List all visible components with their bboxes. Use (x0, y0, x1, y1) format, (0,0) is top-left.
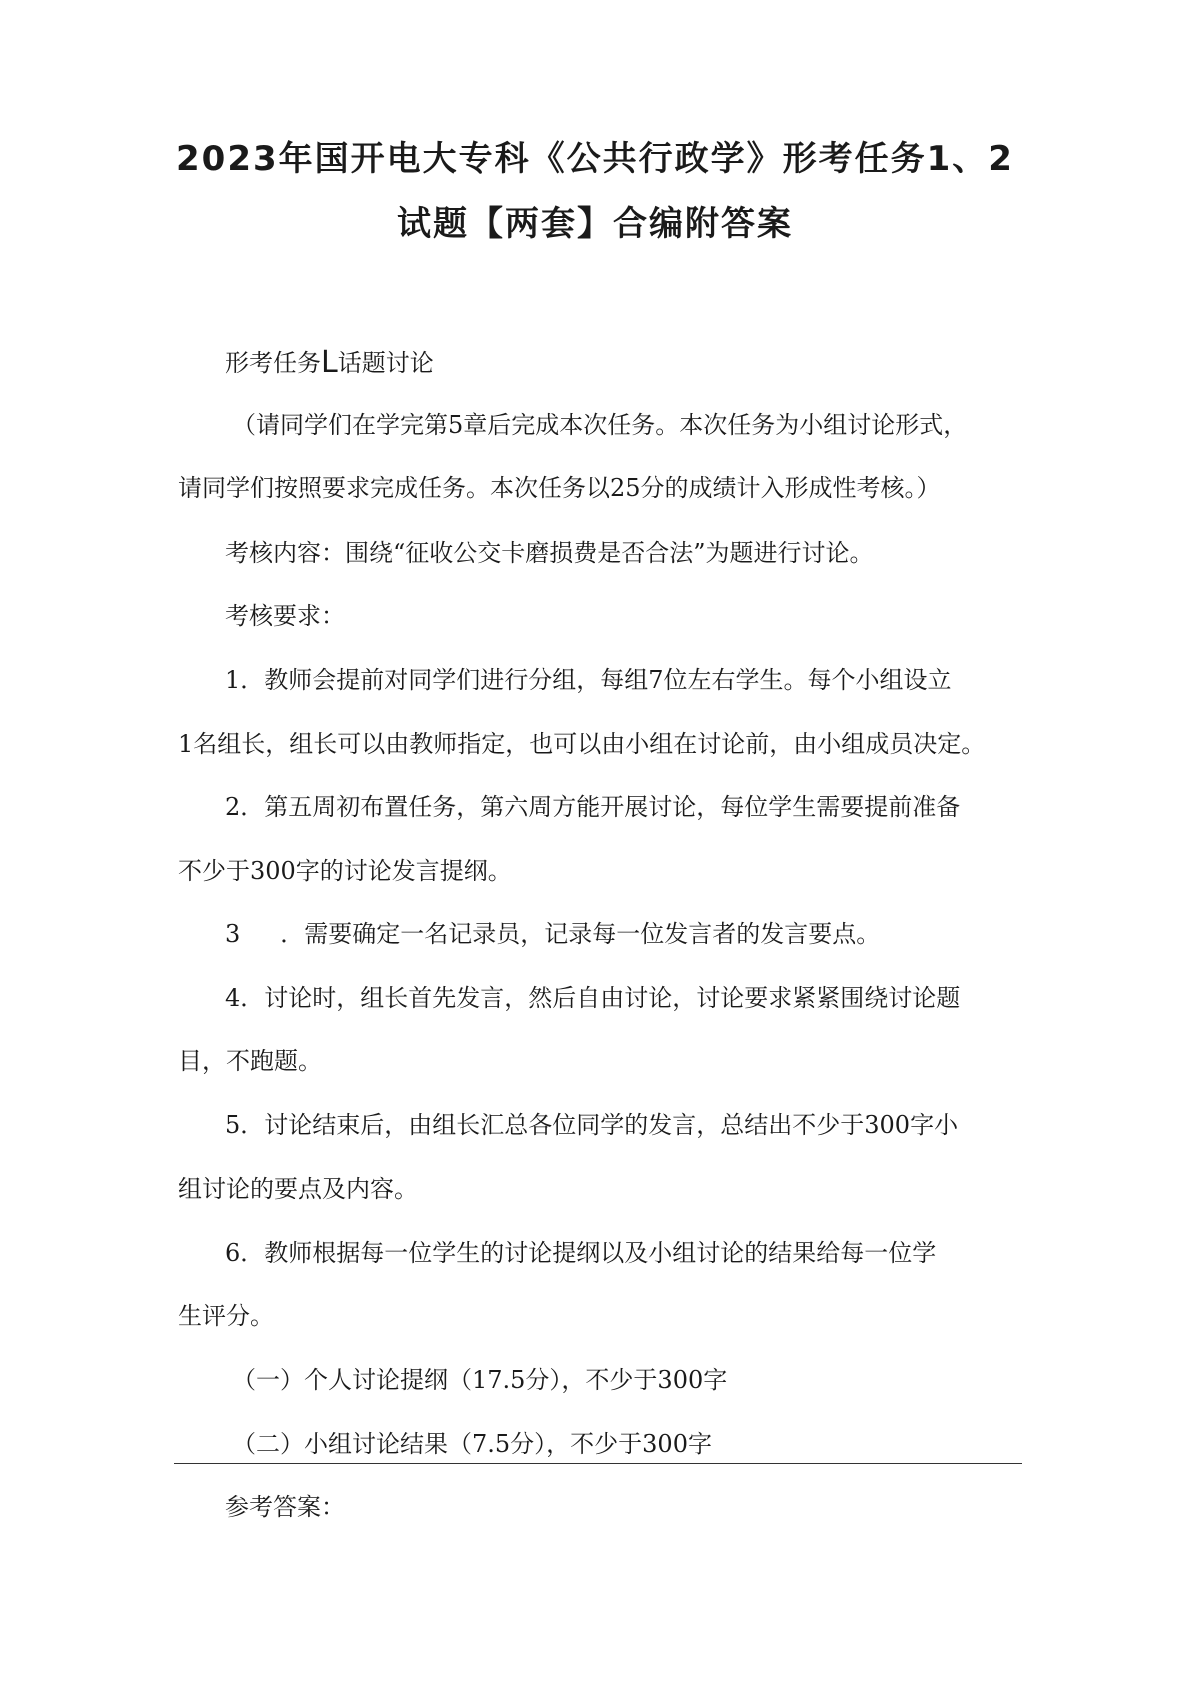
intro-line-1: （请同学们在学完第5章后完成本次任务。本次任务为小组讨论形式， (232, 411, 968, 439)
item-3 (225, 919, 1025, 949)
item-5-line-1: 5．讨论结束后，由组长汇总各位同学的发言，总结出不少于300字小 (225, 1111, 959, 1139)
answer-label: 参考答案： (225, 1493, 345, 1521)
section-heading-mark: L (321, 345, 338, 380)
item-6-line-1: 6．教师根据每一位学生的讨论提纲以及小组讨论的结果给每一位学 (225, 1239, 937, 1267)
section-heading-prefix: 形考任务 (225, 349, 321, 377)
section-heading-suffix: 话题讨论 (337, 349, 434, 377)
item-4-line-1: 4．讨论时，组长首先发言，然后自由讨论，讨论要求紧紧围绕讨论题 (225, 984, 961, 1012)
intro-line-2: 请同学们按照要求完成任务。本次任务以25分的成绩计入形成性考核。） (178, 474, 941, 502)
item-3-number: 3 (225, 920, 241, 948)
item-1-line-1: 1．教师会提前对同学们进行分组，每组7位左右学生。每个小组设立 (225, 666, 952, 694)
item-4-line-2: 目，不跑题。 (178, 1047, 322, 1075)
item-2-line-1: 2．第五周初布置任务，第六周方能开展讨论，每位学生需要提前准备 (225, 793, 961, 821)
document-title-line-2: 试题【两套】合编附答案 (397, 204, 793, 244)
assessment-content: 考核内容：围绕“征收公交卡磨损费是否合法”为题进行讨论。 (225, 539, 874, 567)
requirements-label: 考核要求： (225, 602, 345, 630)
item-5-line-2: 组讨论的要点及内容。 (178, 1175, 418, 1203)
score-item-1: （一）个人讨论提纲（17.5分），不少于300字 (232, 1366, 728, 1394)
section-divider (174, 1463, 1022, 1464)
score-item-2: （二）小组讨论结果（7.5分），不少于300字 (232, 1430, 712, 1458)
item-2-line-2: 不少于300字的讨论发言提纲。 (178, 857, 512, 885)
section-heading (225, 345, 1025, 380)
item-3-text: ．需要确定一名记录员，记录每一位发言者的发言要点。 (280, 920, 881, 948)
item-6-line-2: 生评分。 (178, 1302, 274, 1330)
document-title-line-1: 2023年国开电大专科《公共行政学》形考任务1、2 (176, 139, 1014, 179)
item-1-line-2: 1名组长，组长可以由教师指定，也可以由小组在讨论前，由小组成员决定。 (178, 730, 986, 758)
